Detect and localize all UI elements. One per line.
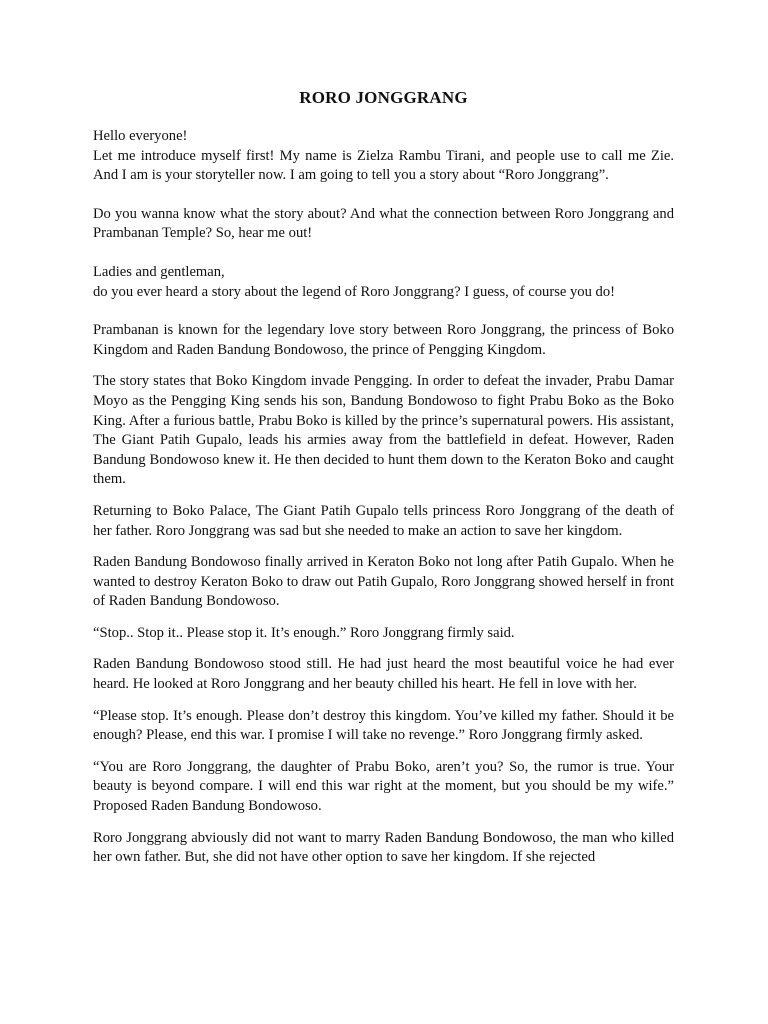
story-paragraph: Raden Bandung Bondowoso stood still. He had just heard the most beautiful voice he had ever heard. He looked at Roro Jonggrang and her beauty chilled his heart. He fell in love with her. — [93, 656, 674, 693]
self-intro-paragraph: Let me introduce myself first! My name is Zielza Rambu Tirani, and people use to call me Zie. And I am is your storyteller now. I am going to tell you a story about “Roro Jonggrang”. — [93, 147, 674, 184]
spacer — [93, 302, 674, 321]
story-paragraph: Returning to Boko Palace, The Giant Patih Gupalo tells princess Roro Jonggrang of the death of her father. Roro Jonggrang was sad but she needed to make an action to save her kingdom. — [93, 502, 674, 539]
intro-section — [93, 127, 674, 321]
document-page — [93, 86, 674, 880]
story-paragraph: Prambanan is known for the legendary love story between Roro Jonggrang, the princess of Boko Kingdom and Raden Bandung Bondowoso, the prince of Pengging Kingdom. — [93, 322, 674, 358]
story-paragraph: “You are Roro Jonggrang, the daughter of Prabu Boko, aren’t you? So, the rumor is true. Your beauty is beyond compare. I will end this war right at the moment, but you should be my wife.” Proposed Raden Bandung Bondowoso. — [93, 758, 674, 815]
question-paragraph: Do you wanna know what the story about? And what the connection between Roro Jonggrang and Prambanan Temple? So, hear me out! — [93, 205, 674, 242]
story-paragraph: “Please stop. It’s enough. Please don’t destroy this kingdom. You’ve killed my father. Should it be enough? Please, end this war. I promise I will take no revenge.” Roro Jonggrang firmly asked. — [93, 707, 674, 744]
address-line: Ladies and gentleman, — [93, 263, 225, 280]
spacer — [93, 244, 674, 263]
story-section — [93, 321, 674, 868]
spacer — [93, 186, 674, 205]
story-paragraph: The story states that Boko Kingdom invade Pengging. In order to defeat the invader, Prabu Damar Moyo as the Pengging King sends his son, Bandung Bondowoso to fight Prabu Boko as the Boko King. After a furious battle, Prabu Boko is killed by the prince’s supernatural powers. His assistant, The Giant Patih Gupalo, leads his armies away from the battlefield in defeat. However, Raden Bandung Bondowoso knew it. He then decided to hunt them down to the Keraton Boko and caught them. — [93, 373, 674, 488]
greeting-line: Hello everyone! — [93, 128, 188, 144]
story-paragraph: Raden Bandung Bondowoso finally arrived in Keraton Boko not long after Patih Gupalo. When he wanted to destroy Keraton Boko to draw out Patih Gupalo, Roro Jonggrang showed herself in front of Raden Bandung Bondowoso. — [93, 554, 674, 610]
document-title: RORO JONGGRANG — [299, 88, 468, 107]
story-paragraph: “Stop.. Stop it.. Please stop it. It’s enough.” Roro Jonggrang firmly said. — [93, 624, 515, 641]
story-paragraph: Roro Jonggrang abviously did not want to marry Raden Bandung Bondowoso, the man who killed her own father. But, she did not have other option to save her kingdom. If she rejected — [93, 829, 674, 866]
address-question-line: do you ever heard a story about the legend of Roro Jonggrang? I guess, of course you do! — [93, 283, 615, 300]
